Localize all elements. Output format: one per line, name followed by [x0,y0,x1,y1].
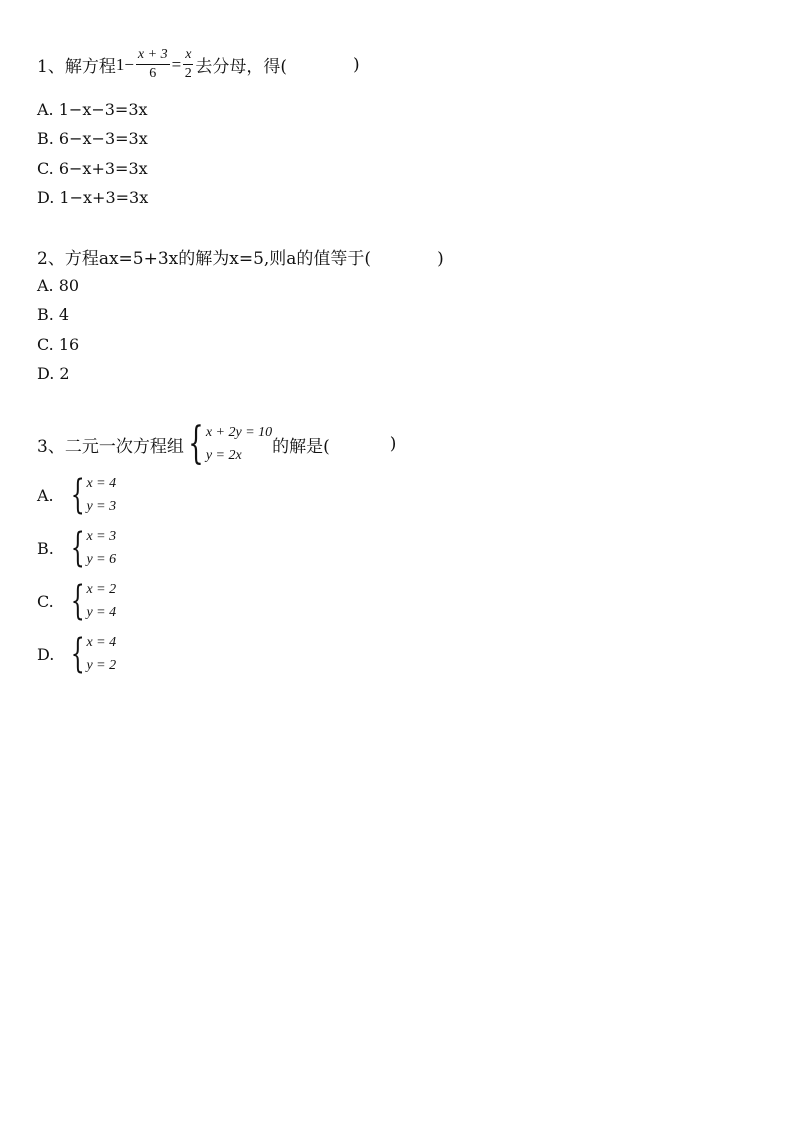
left-brace: { [70,631,85,677]
q3-option-a-label: A. [37,485,54,505]
equation-1-equals: = [171,54,182,74]
q2-option-b[interactable]: B. 4 [37,305,70,324]
q3-option-c-eq2: y = 4 [86,605,117,620]
q3-option-c-label: C. [37,591,54,611]
question-2-close-paren: ) [437,249,444,269]
fraction-1-denominator: 6 [149,66,157,81]
q3-option-a[interactable] [37,472,116,518]
q3-option-a-eq1: x = 4 [86,476,117,491]
equation-1-one: 1 [115,54,125,74]
q3-option-d-eq1: x = 4 [86,635,117,650]
left-brace: { [70,525,85,571]
q3-option-d[interactable] [37,631,116,677]
q3-option-d-label: D. [37,644,55,664]
q1-option-a[interactable]: A. 1−x−3=3x [37,100,148,119]
q3-option-c-eq1: x = 2 [86,582,117,597]
q3-option-a-eq2: y = 3 [86,499,117,514]
question-3-prefix: 3、二元一次方程组 [37,436,184,457]
q3-option-b-eq1: x = 3 [86,529,117,544]
q2-option-c[interactable]: C. 16 [37,335,80,354]
question-3-stem [37,418,397,469]
question-3 [37,418,397,469]
equation-1-minus: − [124,54,134,74]
question-1-prefix: 1、解方程 [37,57,116,77]
q1-option-b[interactable]: B. 6−x−3=3x [37,129,148,148]
question-1-stem [37,48,360,81]
q1-option-d[interactable]: D. 1−x+3=3x [37,188,149,207]
q1-option-c[interactable]: C. 6−x+3=3x [37,159,148,178]
q3-option-c[interactable] [37,578,116,624]
fraction-2-denominator: 2 [184,66,192,81]
system-equation-2: y = 2x [205,448,242,463]
fraction-1-numerator: x + 3 [136,48,170,65]
question-1-suffix: 去分母，得( [195,57,288,77]
left-brace: { [70,472,85,518]
fraction-2-numerator: x [183,48,193,65]
q3-option-d-eq2: y = 2 [86,658,117,673]
question-3-suffix: 的解是( [272,436,330,457]
q3-option-b-eq2: y = 6 [86,552,117,567]
q2-option-a[interactable]: A. 80 [37,276,80,295]
equation-system [184,418,273,469]
question-1 [37,48,360,81]
q3-option-b-label: B. [37,538,54,558]
fraction-x-over-2 [183,48,193,81]
question-2-stem: 2、方程ax=5+3x的解为x=5,则a的值等于( [37,249,372,269]
question-3-close-paren: ) [389,434,397,454]
q2-option-d[interactable]: D. 2 [37,364,70,383]
left-brace: { [188,418,204,469]
system-equation-1: x + 2y = 10 [205,425,273,440]
question-1-close-paren: ) [353,54,360,75]
q3-option-b[interactable] [37,525,116,571]
left-brace: { [70,578,85,624]
fraction-x-plus-3-over-6 [136,48,170,81]
question-2 [37,244,444,269]
